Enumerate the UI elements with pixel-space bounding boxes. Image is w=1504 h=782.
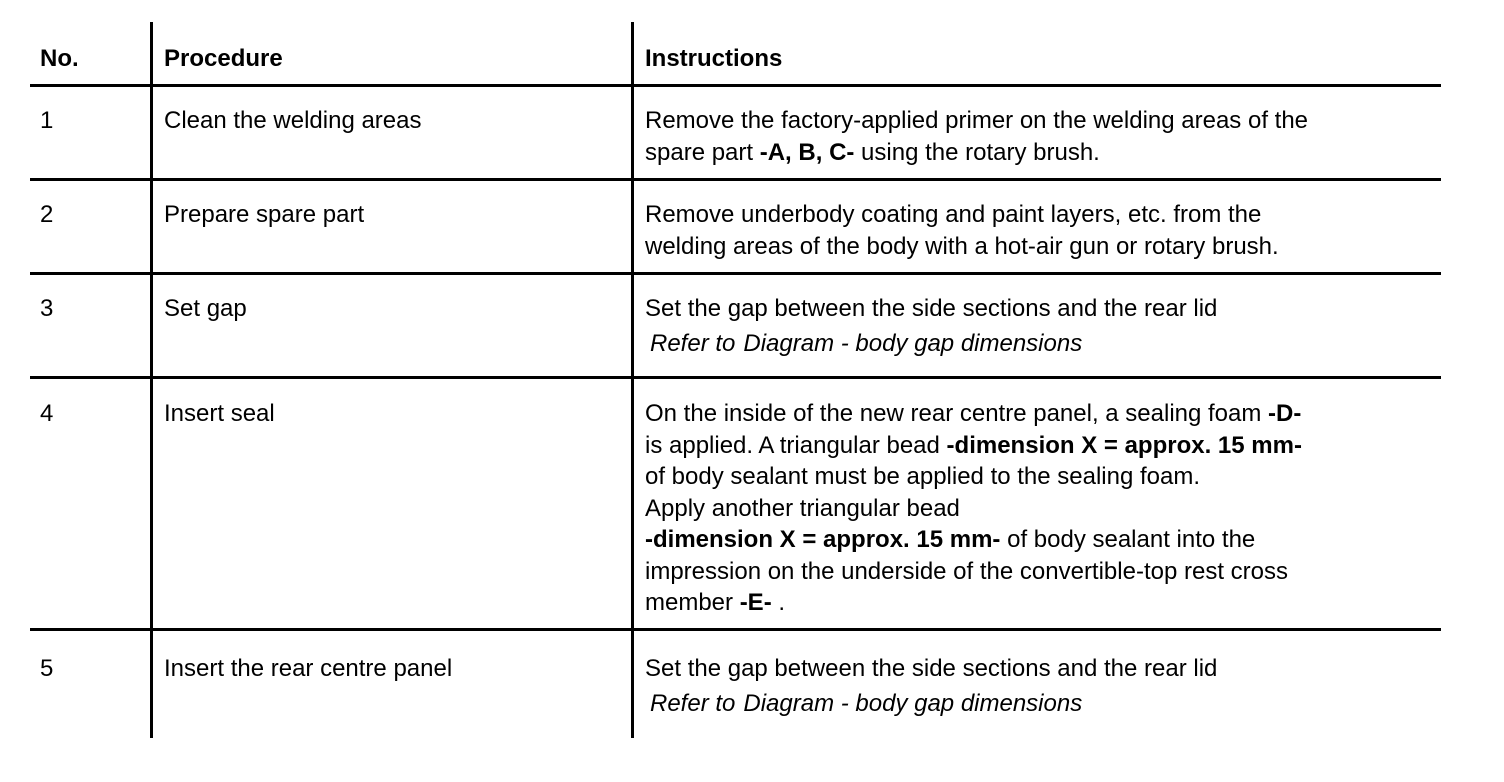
instruction-text: member <box>645 589 740 616</box>
row-divider-4 <box>30 628 1441 631</box>
row-4-instruction-line: impression on the underside of the convertible-top rest cross <box>645 557 1288 585</box>
row-4-no: 4 <box>40 400 54 427</box>
row-1-instructions <box>645 105 1308 168</box>
row-2-instructions <box>645 199 1279 262</box>
header-procedure: Procedure <box>164 45 283 72</box>
ref-label: Refer to <box>650 689 736 717</box>
row-4-instruction-line: Apply another triangular bead <box>645 494 960 522</box>
row-2-procedure: Prepare spare part <box>164 201 365 228</box>
row-4-instruction-line <box>645 587 1302 619</box>
instruction-text: On the inside of the new rear centre panel, a sealing foam <box>645 400 1269 427</box>
row-1-instruction-line <box>645 137 1308 169</box>
row-5-instructions <box>645 653 1217 719</box>
row-4-instructions <box>645 398 1302 619</box>
row-3-no: 3 <box>40 295 54 322</box>
ref-label: Refer to <box>650 329 736 357</box>
row-1-procedure: Clean the welding areas <box>164 107 422 134</box>
row-1-instruction-line: Remove the factory-applied primer on the welding areas of the <box>645 107 1309 134</box>
row-divider-3 <box>30 376 1441 379</box>
row-3-instruction-line: Set the gap between the side sections and the rear lid <box>645 295 1218 322</box>
row-4-instruction-line <box>645 430 1302 462</box>
row-4-instruction-line <box>645 524 1302 556</box>
part-reference: -A, B, C- <box>759 138 855 166</box>
header-no: No. <box>40 45 79 72</box>
instruction-text: spare part <box>645 138 760 166</box>
row-2-instruction-line: welding areas of the body with a hot-air gun or rotary brush. <box>645 232 1279 260</box>
row-2-no: 2 <box>40 201 54 228</box>
row-5-no: 5 <box>40 655 54 682</box>
ref-target-link[interactable]: Diagram - body gap dimensions <box>743 689 1083 717</box>
row-3-cross-reference <box>645 328 1217 360</box>
row-5-instruction-line: Set the gap between the side sections and the rear lid <box>645 655 1218 682</box>
part-reference: -E- <box>739 589 772 616</box>
row-3-instructions <box>645 293 1217 359</box>
instruction-text: is applied. A triangular bead <box>645 431 947 459</box>
instruction-text: using the rotary brush. <box>854 138 1100 166</box>
dimension-reference: -dimension X = approx. 15 mm- <box>946 431 1302 459</box>
instruction-text: . <box>771 589 786 616</box>
header-instructions: Instructions <box>645 45 783 72</box>
row-2-instruction-line: Remove underbody coating and paint layers, etc. from the <box>645 201 1262 228</box>
part-reference: -D- <box>1268 400 1302 427</box>
header-divider <box>30 84 1441 87</box>
ref-target-link[interactable]: Diagram - body gap dimensions <box>743 329 1083 357</box>
row-4-instruction-line <box>645 398 1302 430</box>
row-4-procedure: Insert seal <box>164 400 275 427</box>
instruction-text: of body sealant into the <box>1000 526 1256 553</box>
row-divider-1 <box>30 178 1441 181</box>
row-4-instruction-line: of body sealant must be applied to the sealing foam. <box>645 463 1201 490</box>
dimension-reference: -dimension X = approx. 15 mm- <box>645 526 1001 553</box>
row-3-procedure: Set gap <box>164 295 247 322</box>
row-divider-2 <box>30 272 1441 275</box>
row-1-no: 1 <box>40 107 54 134</box>
row-5-cross-reference <box>645 688 1217 720</box>
row-5-procedure: Insert the rear centre panel <box>164 655 453 682</box>
